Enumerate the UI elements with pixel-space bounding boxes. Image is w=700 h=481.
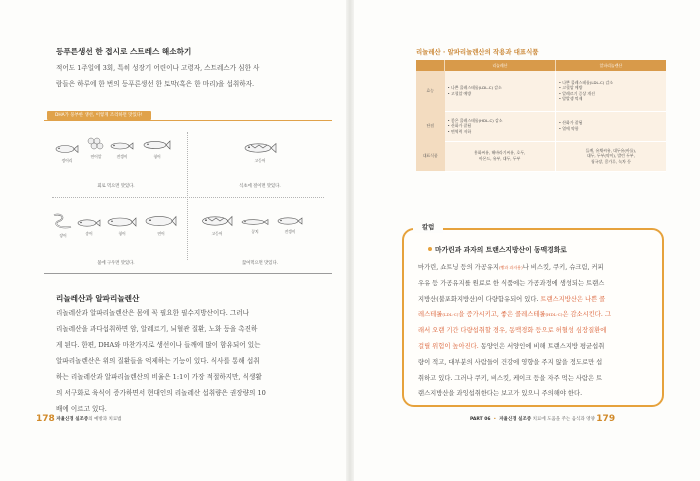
food-item	[276, 215, 304, 235]
food-label: 송어	[85, 231, 93, 236]
quadrant-caption: 회로 먹으면 맛있다.	[97, 184, 135, 189]
quadrant-caption: 불에 구우면 맛있다.	[97, 261, 135, 266]
cell-item: 들깨, 유채씨유, 대두유(바를),	[585, 147, 637, 153]
text-line: 게 된다. 한편, DHA와 마찬가지로 생선이나 들깨에 많이 함유되어 있는	[56, 341, 261, 349]
cell-item: 홍화씨유, 해바라기씨유, 호두,	[473, 150, 526, 156]
section-fish-text	[56, 60, 259, 92]
column-text-line	[418, 276, 611, 292]
column-text-line	[418, 260, 611, 276]
text-run: 나 비스킷, 쿠키, 슈크림, 커피	[522, 264, 604, 271]
text-run: 걸릴 위험이 높아진다.	[418, 342, 481, 350]
quadrant-stew	[190, 199, 330, 274]
eel-icon	[51, 211, 75, 231]
food-item	[144, 213, 178, 237]
book-gutter	[346, 0, 354, 481]
mackerel-icon	[201, 213, 233, 229]
food-item	[200, 213, 234, 237]
folio-book-title: 자율신경 실조증	[56, 417, 89, 422]
dha-cooking-box	[44, 120, 332, 274]
food-item	[240, 140, 280, 164]
bullet-icon	[428, 247, 432, 251]
food-label: 장어	[59, 233, 67, 238]
salmon-icon	[145, 213, 177, 229]
table-cell	[555, 71, 666, 111]
cell-item: • 열에 약함	[559, 126, 663, 132]
text-run: 은 감소시킨다. 그	[562, 311, 611, 319]
text-run: 지방산(불포화지방산)이 다량함유되어 있다.	[418, 295, 541, 303]
quadrant-caption: 끓여먹으면 맛있다.	[242, 261, 278, 266]
food-label: 연어	[157, 231, 165, 236]
table-title: 리놀레산 · 알파리놀렌산의 작용과 대표식품	[416, 48, 539, 56]
quadrant-grilled	[46, 199, 186, 274]
column-text-line	[418, 339, 611, 355]
cell-item: • 알레르기 증상 개선	[559, 91, 663, 97]
cell-item: • 좋은 콜레스테롤(HDL-C) 감소	[448, 118, 552, 124]
column-text-line	[418, 355, 611, 371]
folio-chapter-title: 치료에 도움을 주는 음식과 영양	[532, 417, 595, 422]
text-run: 래서 오랜 기간 다량섭취할 경우, 동맥경화 등으로 허혈성 심장질환에	[418, 327, 607, 335]
text-line: 리놀레산을 과다섭취하면 암, 알레르기, 뇌혈관 질환, 노화 등을 촉진하	[56, 325, 258, 333]
text-line: 의 서구화로 육식이 증가하면서 현대인의 리놀레산 섭취량은 권장량의 10	[56, 389, 266, 397]
food-item	[106, 215, 138, 237]
mackerel-icon	[243, 140, 277, 156]
food-item	[108, 140, 136, 160]
food-item	[240, 217, 270, 235]
roe-icon	[86, 136, 106, 152]
cell-item: • 암발생 억제	[559, 96, 663, 102]
food-item	[50, 211, 76, 239]
box-horizontal-divider	[52, 197, 324, 198]
text-line: 람들은 하루에 한 번의 등푸른생선 한 토막(혹은 한 마리)을 섭취하자.	[56, 80, 255, 88]
fish-icon	[110, 140, 134, 152]
row-header: 효능	[416, 71, 445, 111]
cell-item: • 산화가 잘됨	[448, 123, 552, 129]
food-label: 연어알	[90, 154, 102, 159]
column-text-line	[418, 307, 611, 323]
text-line: 하는 리놀레산과 알파리놀렌산의 비율은 1:1이 가장 적절하지만, 식생활	[56, 373, 262, 381]
food-label: 전갱이	[116, 154, 128, 159]
text-line: 리놀레산과 알파리놀렌산은 몸에 꼭 필요한 필수지방산이다. 그러나	[56, 309, 250, 317]
column-text-line	[418, 323, 611, 339]
fish-icon	[143, 138, 171, 152]
table-header-row	[416, 60, 666, 71]
cell-item: • 나쁜 콜레스테롤(LDL-C) 감소	[559, 80, 663, 86]
text-line: 배에 이르고 있다.	[56, 405, 107, 413]
text-line: 적어도 1주일에 3회, 특히 성장기 어린이나 고령자, 스트레스가 심한 사	[56, 64, 260, 72]
table-header-cell: 알파리놀렌산	[555, 60, 666, 71]
fatty-acid-table	[416, 60, 666, 172]
cell-item: 청국장, 콩가루, 녹차 등	[590, 158, 631, 164]
table-header-cell: 리놀레산	[445, 60, 556, 71]
column-text-line	[418, 386, 611, 402]
text-run: 우유 등 가공유지를 원료로 한 식품에는 가공과정에 생성되는 트랜스	[418, 279, 605, 287]
page-number: 178	[36, 414, 55, 424]
left-folio	[36, 414, 122, 424]
food-label: 고등어	[254, 158, 266, 163]
text-run: 동양인은 서양인에 비해 트랜스지방 평균섭취	[480, 342, 605, 350]
food-item	[54, 142, 80, 164]
table-header-cell	[416, 60, 445, 71]
cell-item: 대두, 두부(약이), 발린 두부,	[586, 153, 635, 159]
table-row	[416, 141, 666, 171]
text-line: 알파리놀렌산은 위의 질환들을 억제하는 기능이 있다. 식사를 통해 섭취	[56, 357, 260, 365]
text-run: 트랜스지방산은 나쁜 콜	[540, 295, 606, 303]
table-row	[416, 71, 666, 111]
section-title-linoleic: 리놀레산과 알파리놀렌산	[56, 294, 140, 303]
food-label: 꽁치	[251, 229, 259, 234]
box-top-rule	[44, 120, 332, 121]
column-body	[418, 260, 611, 402]
food-item	[84, 136, 108, 160]
page-number: 179	[596, 414, 616, 424]
dha-banner: DHA가 풍부한 생선, 이렇게 조리하면 맛있다!	[47, 111, 151, 120]
section-linoleic-text	[56, 305, 266, 417]
text-run: 랜스지방산을 과잉섭취한다는 보고가 있으니 주의해야 한다.	[418, 390, 583, 398]
box-vertical-divider	[187, 132, 188, 260]
food-item	[142, 138, 172, 160]
cell-item: • 나쁜 콜레스테롤(LDL-C) 감소	[448, 85, 552, 91]
row-header: 대표식품	[416, 141, 445, 171]
text-run: 취하고 있다. 그러나 쿠키, 비스킷, 케이크 등을 자주 먹는 사람은 트	[418, 374, 603, 382]
row-header: 단점	[416, 111, 445, 141]
table-cell	[445, 141, 556, 171]
text-run: (빵과 과자용)	[499, 265, 523, 270]
food-item	[76, 217, 102, 237]
table-cell	[555, 111, 666, 141]
dot-separator-icon: •	[493, 416, 497, 422]
saury-icon	[241, 217, 269, 227]
cell-item: 아몬드, 유부, 대두, 두부	[479, 156, 521, 161]
column-title-text: 마가린과 과자의 트랜스지방산이 동맥경화로	[435, 246, 567, 254]
table-cell	[555, 141, 666, 171]
text-run: 을 증가시키고, 좋은 콜레스테롤	[458, 311, 546, 319]
folio-book-title: 자율신경 실조증	[499, 417, 532, 422]
quadrant-vinegar	[190, 122, 330, 197]
cell-item: • 고혈압 예방	[448, 91, 552, 97]
cell-item: • 면역력 저하	[448, 129, 552, 135]
text-run: 량이 적고, 대부분의 사람들이 건강에 영향을 주지 않을 정도로만 섭	[418, 358, 603, 366]
table-cell	[445, 111, 556, 141]
text-run: (LDL-C)	[442, 312, 459, 318]
fish-icon	[107, 215, 137, 229]
food-label: 청어	[118, 231, 126, 236]
cell-item: • 산화가 잘됨	[559, 120, 663, 126]
folio-book-subtitle: 의 예방과 치료법	[88, 417, 122, 422]
quadrant-caption: 식초에 절이면 맛있다.	[239, 184, 281, 189]
food-label: 정어리	[61, 158, 73, 163]
section-title-fish: 등푸른생선 한 접시로 스트레스 해소하기	[56, 47, 192, 56]
table-row	[416, 111, 666, 141]
quadrant-raw	[46, 122, 186, 197]
column-text-line	[418, 292, 611, 308]
food-label: 고등어	[211, 231, 223, 236]
right-folio	[470, 414, 615, 424]
column-title	[428, 244, 567, 254]
column-text-line	[418, 371, 611, 387]
fish-icon	[77, 217, 101, 229]
cell-item: • 고혈압 예방	[559, 85, 663, 91]
text-run: 레스테롤	[418, 311, 443, 319]
table-cell	[445, 71, 556, 111]
fish-icon	[55, 142, 79, 156]
text-run: (HDL-C)	[545, 312, 563, 318]
text-run: 마가린, 쇼트닝 등의 가공유지	[418, 264, 499, 271]
food-label: 청어	[153, 154, 161, 159]
folio-part: PART 06	[470, 416, 491, 422]
fish-icon	[277, 215, 303, 227]
food-label: 전갱이	[284, 229, 296, 234]
column-tag: 칼럼	[413, 221, 443, 233]
